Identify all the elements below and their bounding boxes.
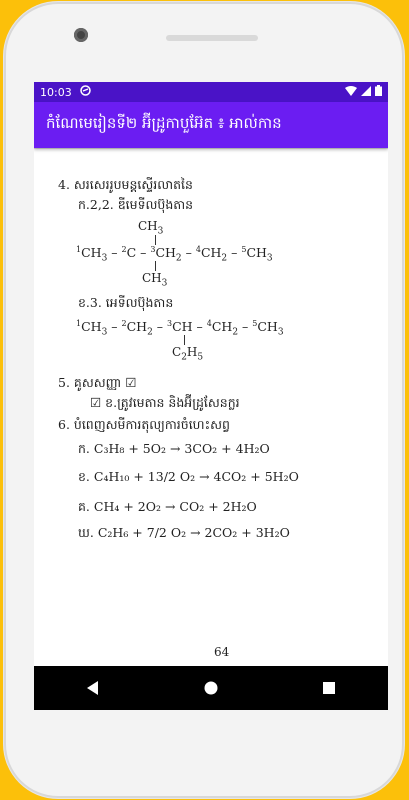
navigation-bar xyxy=(34,666,388,710)
q4a-bottom-group: $CH_3$ xyxy=(142,271,168,289)
wifi-icon xyxy=(345,86,357,99)
question-4a-label: ក.2,2. ឌីមេទីលប៊ុងតាន xyxy=(78,197,194,212)
q4b-bond xyxy=(184,335,185,345)
status-bar xyxy=(34,82,388,102)
app-title: កំណែមេរៀនទី២ អ៊ីដ្រូកាបួអ៊ែត ៖ អាល់កាន xyxy=(46,114,282,132)
recents-button[interactable] xyxy=(299,668,359,708)
status-time: 10:03 xyxy=(40,85,72,99)
back-icon xyxy=(87,681,99,695)
q4a-main-chain: $^1CH_3 - ^2C - ^3CH_2 - ^4CH_2 - ^5CH_3$ xyxy=(76,245,273,264)
equation-a: ក. C₃H₈ + 5O₂ → 3CO₂ + 4H₂O xyxy=(78,441,270,456)
equation-d: ឃ. C₂H₆ + 7/2 O₂ → 2CO₂ + 3H₂O xyxy=(78,525,290,540)
page-number: 64 xyxy=(214,645,230,659)
phone-frame xyxy=(4,2,404,798)
question-4b-label: ខ.3. អេទីលប៊ុងតាន xyxy=(78,295,174,310)
front-camera xyxy=(74,28,88,42)
home-button[interactable] xyxy=(181,668,241,708)
question-6: 6. បំពេញសមីការតុល្យការចំហេះសព្វ xyxy=(58,417,230,432)
signal-icon xyxy=(361,86,371,99)
earpiece-speaker xyxy=(166,35,258,41)
document-page[interactable] xyxy=(34,148,388,667)
q4a-bond-bottom xyxy=(155,261,156,271)
question-4: 4. សរសេររូបមន្តស្ទើរលាតនៃ xyxy=(58,177,193,192)
q4b-main-chain: $^1CH_3 - ^2CH_2 - ^3CH - ^4CH_2 - ^5CH_3$ xyxy=(76,319,284,338)
q4a-bond-top xyxy=(155,235,156,245)
equation-b: ខ. C₄H₁₀ + 13/2 O₂ → 4CO₂ + 5H₂O xyxy=(78,469,299,484)
question-5-answer: ☑ ខ.ត្រូវមេតាន និងអ៊ីដ្រូសែនក្លរ xyxy=(90,395,240,410)
back-button[interactable] xyxy=(63,668,123,708)
app-bar xyxy=(34,102,388,148)
q4b-ethyl-group: $C_2H_5$ xyxy=(172,345,204,363)
screen xyxy=(34,82,388,710)
home-icon xyxy=(204,681,218,695)
app-notification-icon xyxy=(80,85,91,99)
q4a-top-group: $CH_3$ xyxy=(138,219,164,237)
equation-c: គ. CH₄ + 2O₂ → CO₂ + 2H₂O xyxy=(78,499,257,514)
battery-icon xyxy=(375,85,382,99)
recents-icon xyxy=(323,682,335,694)
question-5: 5. គូសសញ្ញា ☑ xyxy=(58,375,137,390)
